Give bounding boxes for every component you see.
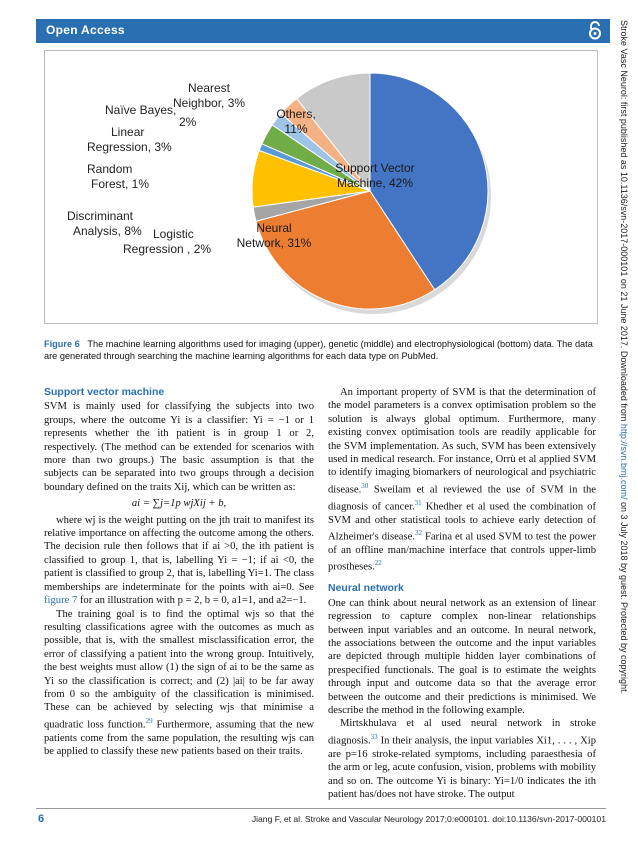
figure-label: Figure 6 (44, 339, 80, 349)
open-access-label: Open Access (46, 23, 125, 37)
left-column (44, 386, 314, 759)
paragraph: An important property of SVM is that the determination of the model parameters is a convex optimisation problem so the solution is always global optimum. Furthermore, many existing convex optimisation tools are readily applicable for the SVM implementation. As such, SVM has been extensively used in medical research. For instance, Orrù et al applied SVM to identify imaging biomarkers of neurological and psychiatric disease.$^{30}$ Sweilam et al reviewed the use of SVM in the diagnosis of cancer.$^{31}$ Khedher et al used the combination of SVM and other statistical tools to achieve early detection of Alzheimer's disease.$^{32}$ Farina et al used SVM to test the power of an offline man/machine interface that controls upper-limb prostheses.$^{22}$ (328, 387, 596, 573)
right-column (328, 386, 596, 801)
side-copyright-note (613, 20, 633, 830)
label-others: Others, 11% (276, 107, 316, 136)
label-linear-regression: Linear Regression, 3% (87, 125, 172, 154)
reference[interactable]: 33 (370, 732, 378, 741)
paragraph: where wj is the weight putting on the jth trait to manifest its relative importance on affecting the outcome among the others. The decision rule then follows that if ai >0, the ith patient is classified to group 1, that is, labelling Yi = −1; if ai <0, the patient is classified to group 2, that is, labelling Yi=1. The class memberships are indeterminate for the points with ai=0. See figure 7 for an illustration with p = 2, b = 0, a1=1, and a2=−1. (44, 514, 314, 607)
side-note-prefix: Stroke Vasc Neurol: first published as 10.1136/svn-2017-000101 on 21 June 2017. Downloaded from (619, 20, 629, 424)
reference[interactable]: 22 (374, 559, 382, 568)
open-access-lock-icon (588, 21, 602, 40)
reference[interactable]: 32 (414, 529, 422, 538)
reference[interactable]: 31 (414, 498, 422, 507)
label-discriminant-analysis: Discriminant Analysis, 8% (67, 209, 142, 238)
open-access-banner (36, 19, 610, 43)
section-heading-svm: Support vector machine (44, 386, 165, 398)
figure-link[interactable]: figure 7 (44, 595, 78, 607)
side-note-link[interactable]: http://svn.bmj.com/ (619, 423, 629, 500)
paragraph: One can think about neural network as an extension of linear regression to capture complex non-linear relationships between input variables and an outcome. In neural network, the associations between the outcome and the input variables are depicted through multiple hidden layer combinations of prespecified functionals. The goal is to estimate the weights through input and outcome data so that the average error between the outcome and their predictions is minimised. We describe the method in the following example. (328, 597, 596, 717)
figure-caption-text: The machine learning algorithms used for imaging (upper), genetic (middle) and electrophysiological (bottom) data. The data are generated through searching the machine learning algorithms for each data type on PubMed. (44, 339, 593, 361)
footer-divider (36, 808, 606, 809)
equation: ai = ∑j=1p wjXij + b, (131, 498, 227, 510)
paragraph: The training goal is to find the optimal wjs so that the resulting classifications agree with the outcomes as much as possible, that is, with the smallest misclassification error, the error of classifying a patient into the wrong group. Intuitively, the best weights must allow (1) the sign of ai to be the same as Yi so the classification is correct; and (2) |ai| to be far away from 0 so the ambiguity of the classification is minimised. These can be achieved by selecting wjs that minimise a quadratic loss function.$^{29}$ Furthermore, assuming that the new patients come from the same population, the resulting wjs can be applied to classify these new patients based on their traits. (44, 608, 314, 758)
side-note-suffix: on 3 July 2018 by guest. Protected by copyright. (619, 499, 629, 695)
reference[interactable]: 29 (145, 716, 153, 725)
reference[interactable]: 30 (361, 481, 369, 490)
label-logistic-regression: Logistic Regression , 2% (123, 227, 212, 256)
label-random-forest: Random Forest, 1% (87, 162, 150, 191)
pie-chart-figure (44, 50, 598, 324)
paragraph: Mirtskhulava et al used neural network in stroke diagnosis.$^{33}$ In their analysis, the input variables Xi1, . . . , Xip are p=16 stroke-related symptoms, including paraesthesia of the arm or leg, acute confusion, vision, problems with mobility and so on. The outcome Yi is binary: Yi=1/0 indicates the ith patient has/does not have stroke. The output (328, 718, 596, 801)
figure-caption (44, 338, 604, 362)
paragraph: SVM is mainly used for classifying the subjects into two groups, where the outcome Yi is a classifier: Yi = −1 or 1 represents whether the ith patient is in group 1 or 2, respectively. (The method can be extended for scenarios with more than two groups.) The basic assumption is that the subjects can be separated into two groups through a decision boundary defined on the traits Xij, which can be written as: (44, 401, 314, 493)
label-support-vector-machine: Support Vector Machine, 42% (335, 161, 415, 190)
label-neural-network: Neural Network, 31% (236, 221, 312, 250)
footer-citation: Jiang F, et al. Stroke and Vascular Neurology 2017;0:e000101. doi:10.1136/svn-2017-000101 (251, 814, 606, 824)
label-naive-bayes: Naïve Bayes, 2% (105, 103, 197, 129)
label-nearest-neighbor: Nearest Neighbor, 3% (173, 81, 246, 110)
section-heading-neural-network: Neural network (328, 582, 404, 595)
page-number: 6 (38, 813, 45, 825)
